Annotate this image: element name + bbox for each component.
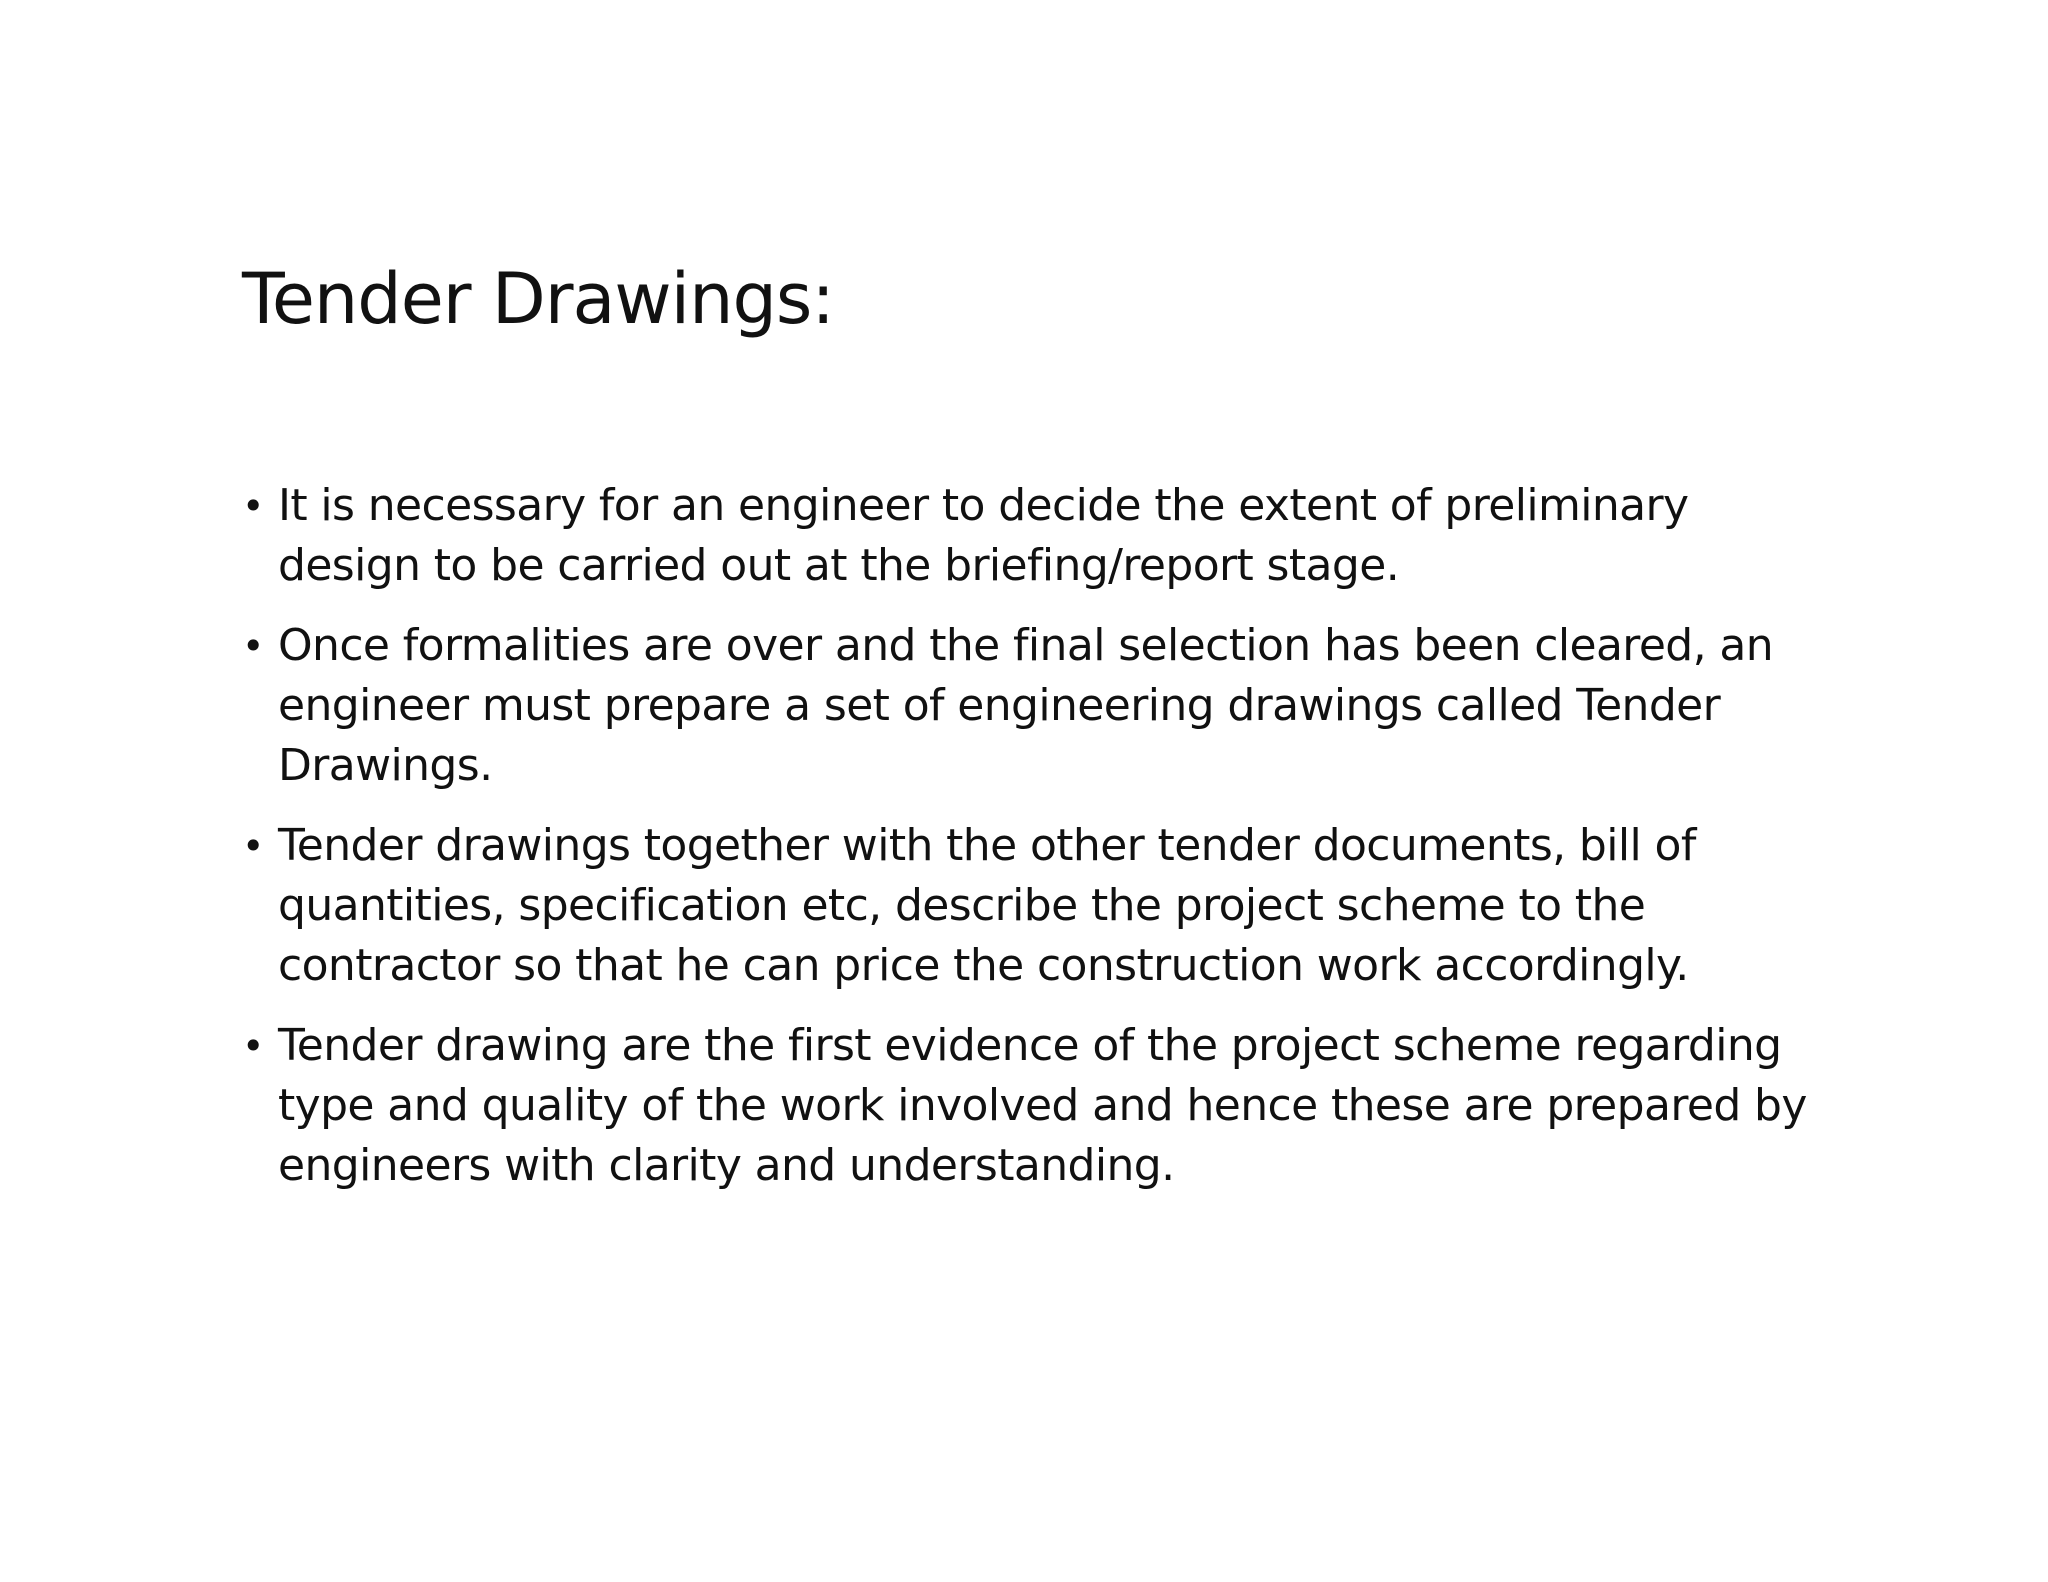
bullet-text: Tender drawing are the first evidence of the project scheme regarding type and quality of the work involved and hence these are prepared by engineers with clarity and understanding. [278,1020,1807,1191]
bullet-item [242,816,1812,996]
bullet-list [242,476,1812,1216]
bullet-item [242,476,1812,596]
bullet-dot-icon: • [242,1024,264,1068]
bullet-dot-icon: • [242,624,264,668]
bullet-dot-icon: • [242,484,264,528]
slide-title: Tender Drawings: [242,258,834,340]
bullet-text: It is necessary for an engineer to decide the extent of preliminary design to be carried out at the briefing/report stage. [278,480,1689,591]
bullet-text: Once formalities are over and the final selection has been cleared, an engineer must prepare a set of engineering drawings called Tender Drawings. [278,620,1774,791]
bullet-text: Tender drawings together with the other tender documents, bill of quantities, specification etc, describe the project scheme to the contractor so that he can price the construction work accordingly. [278,820,1696,991]
bullet-dot-icon: • [242,824,264,868]
bullet-item [242,616,1812,796]
bullet-item [242,1016,1812,1196]
